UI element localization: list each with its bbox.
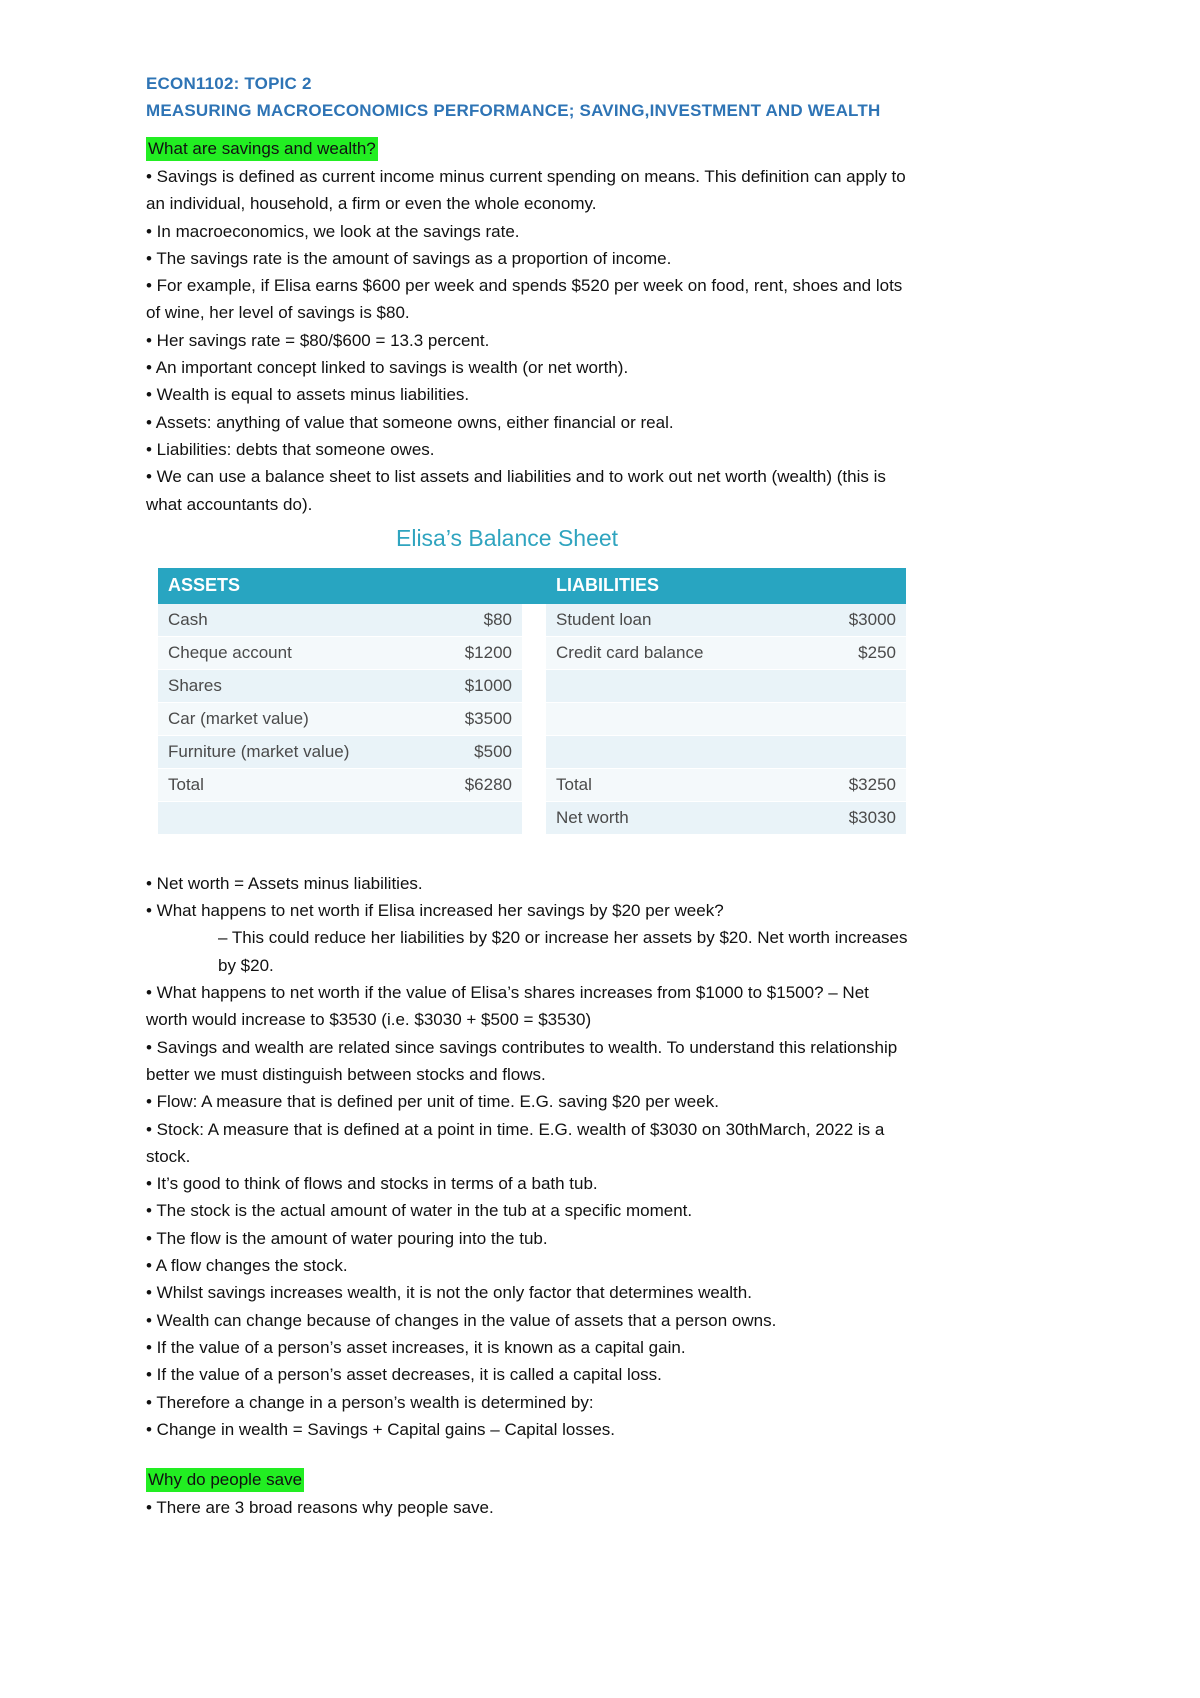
table-row [158, 702, 906, 735]
liability-label: Credit card balance [546, 636, 798, 669]
table-row [158, 768, 906, 801]
balance-sheet-table [158, 568, 906, 835]
text-block-why-save [146, 1494, 1076, 1521]
asset-label: Cheque account [158, 636, 410, 669]
row-gap [522, 636, 546, 669]
text-line: • Assets: anything of value that someone owns, either financial or real. [146, 412, 674, 432]
liability-value [798, 735, 906, 768]
text-line: worth would increase to $3530 (i.e. $3030 + $500 = $3530) [146, 1010, 592, 1030]
balance-sheet-title: Elisa’s Balance Sheet [396, 524, 619, 551]
text-line: • Flow: A measure that is defined per unit of time. E.G. saving $20 per week. [146, 1092, 719, 1112]
text-line: • Therefore a change in a person’s wealth is determined by: [146, 1392, 594, 1412]
table-row [158, 636, 906, 669]
text-line: • Liabilities: debts that someone owes. [146, 439, 435, 459]
liability-label: Total [546, 768, 798, 801]
text-line: • There are 3 broad reasons why people save. [146, 1498, 494, 1518]
table-row [158, 669, 906, 702]
text-line: • What happens to net worth if the value of Elisa’s shares increases from $1000 to $1500? – Net [146, 983, 869, 1003]
asset-label: Shares [158, 669, 410, 702]
asset-label: Total [158, 768, 410, 801]
liability-label [546, 735, 798, 768]
liability-value: $3000 [798, 604, 906, 637]
text-block-before-table [146, 163, 1076, 518]
text-line: • In macroeconomics, we look at the savings rate. [146, 221, 520, 241]
header-gap [522, 568, 546, 604]
text-line: • For example, if Elisa earns $600 per week and spends $520 per week on food, rent, shoes and lots [146, 276, 903, 296]
doc-title: ECON1102: TOPIC 2 [146, 74, 312, 93]
table-header-row [158, 568, 906, 604]
asset-value: $1000 [410, 669, 522, 702]
asset-label: Car (market value) [158, 702, 410, 735]
liabilities-header: LIABILITIES [546, 568, 906, 604]
text-line: better we must distinguish between stocks and flows. [146, 1064, 546, 1084]
text-line: • A flow changes the stock. [146, 1256, 348, 1276]
liability-label [546, 669, 798, 702]
text-line: • Wealth can change because of changes in the value of assets that a person owns. [146, 1310, 777, 1330]
section-heading-why-save: Why do people save [146, 1468, 304, 1492]
row-gap [522, 801, 546, 834]
text-line: • Whilst savings increases wealth, it is not the only factor that determines wealth. [146, 1283, 752, 1303]
asset-value: $1200 [410, 636, 522, 669]
asset-value [410, 801, 522, 834]
asset-label: Cash [158, 604, 410, 637]
text-line: • The flow is the amount of water pouring into the tub. [146, 1228, 548, 1248]
liability-value [798, 702, 906, 735]
row-gap [522, 604, 546, 637]
table-row [158, 604, 906, 637]
text-line: • What happens to net worth if Elisa increased her savings by $20 per week? [146, 901, 724, 921]
text-block-after-table [146, 870, 1076, 1443]
table-row [158, 735, 906, 768]
row-gap [522, 735, 546, 768]
text-line: • The savings rate is the amount of savings as a proportion of income. [146, 248, 672, 268]
asset-value: $6280 [410, 768, 522, 801]
asset-label [158, 801, 410, 834]
text-line: an individual, household, a firm or even the whole economy. [146, 194, 597, 214]
balance-sheet-figure [146, 520, 1076, 864]
text-line: • Savings and wealth are related since savings contributes to wealth. To understand this relationship [146, 1037, 898, 1057]
text-line: what accountants do). [146, 494, 313, 514]
text-line: • Stock: A measure that is defined at a point in time. E.G. wealth of $3030 on 30thMarch, 2022 is a [146, 1119, 885, 1139]
table-row [158, 801, 906, 834]
section-heading-wrap-2 [146, 1467, 1076, 1494]
text-line: by $20. [218, 955, 274, 975]
text-line: • Wealth is equal to assets minus liabilities. [146, 385, 470, 405]
text-line: of wine, her level of savings is $80. [146, 303, 410, 323]
text-line: stock. [146, 1146, 191, 1166]
liability-value [798, 669, 906, 702]
text-line: – This could reduce her liabilities by $20 or increase her assets by $20. Net worth increases [218, 928, 908, 948]
liability-value: $3030 [798, 801, 906, 834]
text-line: • Savings is defined as current income minus current spending on means. This definition can apply to [146, 167, 906, 186]
section-heading-savings-wealth: What are savings and wealth? [146, 137, 378, 161]
assets-header: ASSETS [158, 568, 522, 604]
text-line: • An important concept linked to savings is wealth (or net worth). [146, 358, 629, 378]
liability-label: Student loan [546, 604, 798, 637]
liability-value: $3250 [798, 768, 906, 801]
doc-subtitle: MEASURING MACROECONOMICS PERFORMANCE; SAVING,INVESTMENT AND WEALTH [146, 101, 881, 120]
liability-label: Net worth [546, 801, 798, 834]
liability-value: $250 [798, 636, 906, 669]
row-gap [522, 669, 546, 702]
document-page [146, 70, 1076, 1521]
asset-value: $500 [410, 735, 522, 768]
row-gap [522, 702, 546, 735]
text-line: • Net worth = Assets minus liabilities. [146, 873, 423, 893]
text-line: • We can use a balance sheet to list assets and liabilities and to work out net worth (wealth) (this is [146, 467, 886, 487]
text-line: • If the value of a person’s asset increases, it is known as a capital gain. [146, 1337, 686, 1357]
text-line: • It’s good to think of flows and stocks in terms of a bath tub. [146, 1174, 598, 1194]
asset-value: $80 [410, 604, 522, 637]
row-gap [522, 768, 546, 801]
text-line: • Her savings rate = $80/$600 = 13.3 percent. [146, 330, 490, 350]
text-line: • The stock is the actual amount of water in the tub at a specific moment. [146, 1201, 693, 1221]
asset-value: $3500 [410, 702, 522, 735]
section-heading-wrap [146, 136, 1076, 163]
asset-label: Furniture (market value) [158, 735, 410, 768]
text-line: • Change in wealth = Savings + Capital gains – Capital losses. [146, 1419, 616, 1439]
liability-label [546, 702, 798, 735]
text-line: • If the value of a person’s asset decreases, it is called a capital loss. [146, 1365, 662, 1385]
